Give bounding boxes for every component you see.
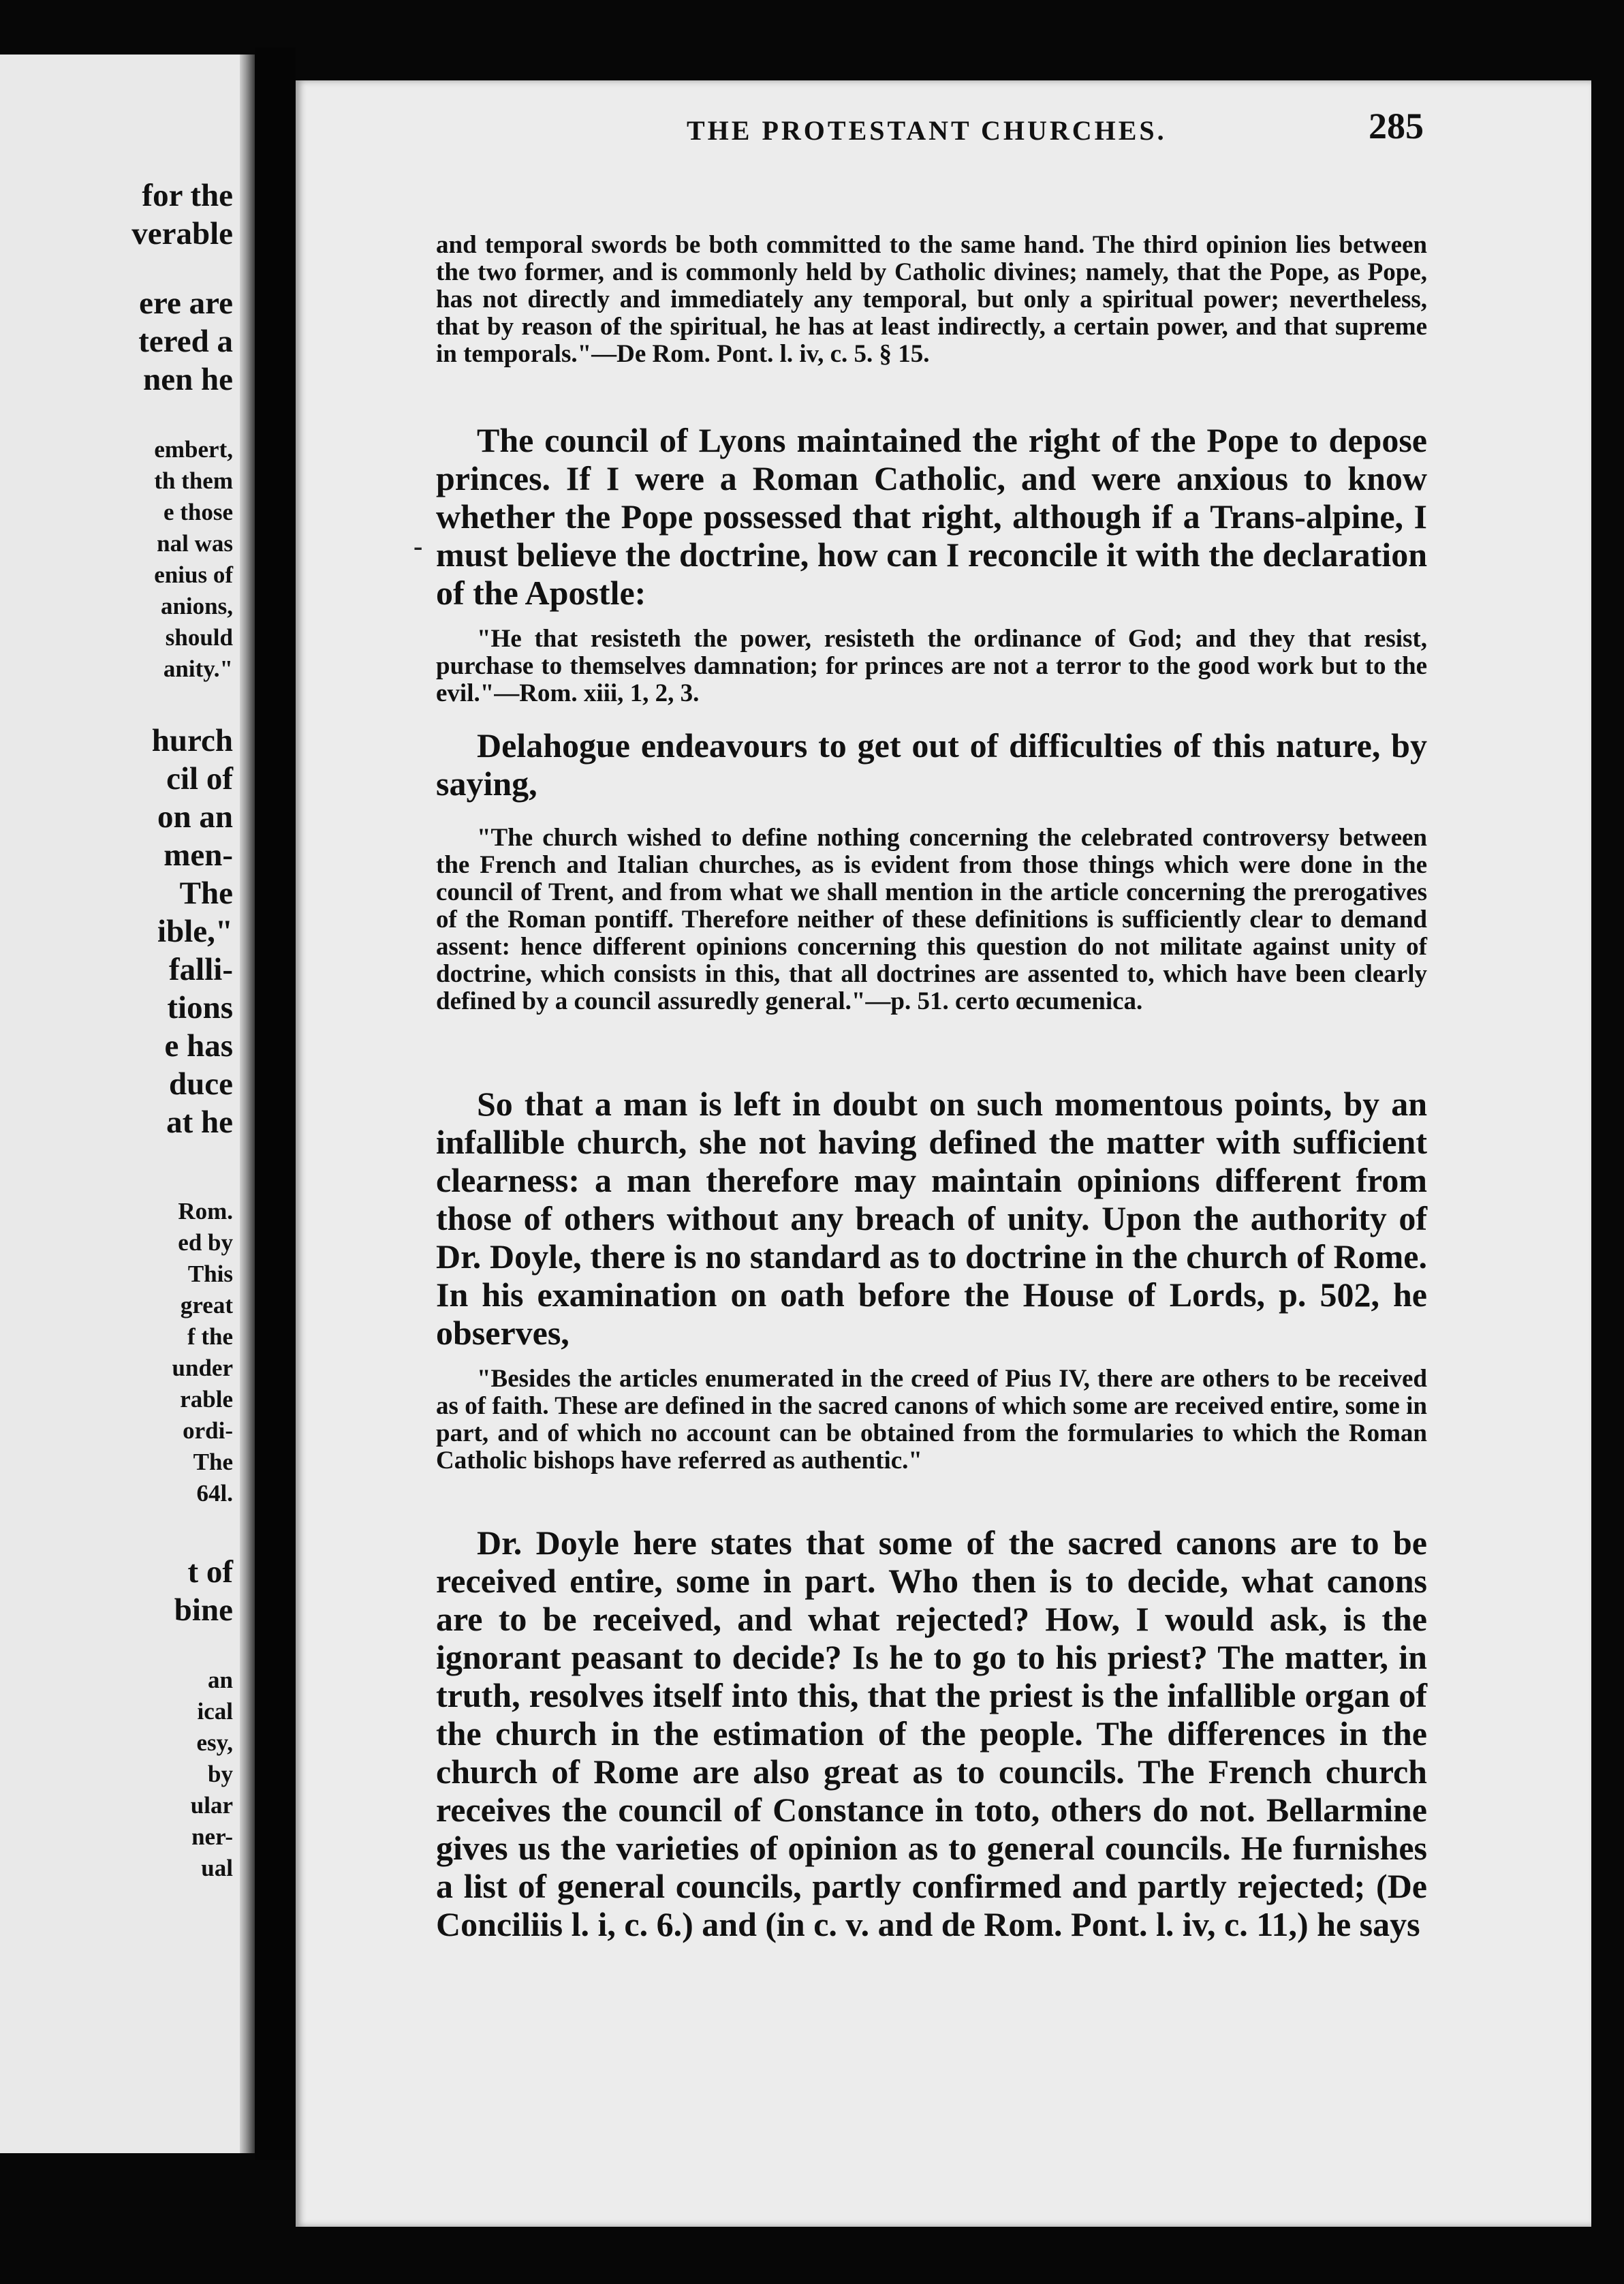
left-page-line: esy,	[196, 1729, 233, 1756]
left-page-line: for the	[142, 178, 233, 213]
left-page-line: anions,	[160, 593, 233, 619]
body-paragraph: Delahogue endeavours to get out of difficulties of this nature, by saying,	[436, 726, 1427, 803]
left-page-line: by	[208, 1761, 233, 1787]
left-page-line: tions	[167, 990, 233, 1025]
body-paragraph: So that a man is left in doubt on such momentous points, by an infallible church, she not having defined the matter with sufficient clearness: a man therefore may maintain opinions different from those of others without any breach of unity. Upon the authority of Dr. Doyle, there is no standard as to doctrine in the church of Rome. In his examination on oath before the House of Lords, p. 502, he observes,	[436, 1085, 1427, 1352]
left-page-line: nen he	[143, 362, 233, 397]
left-page-line: ordi-	[183, 1417, 233, 1444]
left-page-line: f the	[187, 1323, 233, 1350]
left-page-line: falli-	[169, 952, 233, 987]
left-page-line: 64l.	[196, 1480, 233, 1507]
footnote-text: and temporal swords be both committed to the same hand. The third opinion lies between the two former, and is commonly held by Catholic divines; namely, that the Pope, as Pope, has not directly and immediately any temporal, but only a spiritual power; nevertheless, that by reason of the spiritual, he has at least indirectly, a certain power, and that supreme in temporals."—De Rom. Pont. l. iv, c. 5. § 15.	[436, 231, 1427, 368]
margin-dash-mark: -	[413, 531, 423, 561]
left-page-fragment	[0, 55, 240, 2153]
left-page-line: under	[172, 1355, 233, 1381]
quote-doyle	[436, 1365, 1427, 1475]
left-page-line: The	[193, 1449, 233, 1475]
left-page-line: ular	[190, 1792, 233, 1819]
left-page-line: This	[187, 1261, 233, 1287]
left-page-line: The	[179, 876, 233, 911]
left-page-line: duce	[169, 1066, 233, 1102]
left-page-line: at he	[166, 1105, 233, 1140]
left-page-line: men-	[163, 837, 233, 873]
quote-romans	[436, 626, 1427, 707]
body-paragraph: Dr. Doyle here states that some of the sacred canons are to be received entire, some in part. Who then is to decide, what canons are to be received, and what rejected? How, I would ask, is the ignorant peasant to decide? Is he to go to his priest? The matter, in truth, resolves itself into this, that the priest is the infallible organ of the church in the estimation of the people. The differences in the church of Rome are also great as to councils. The French church receives the council of Constance in toto, others do not. Bellarmine gives us the varieties of opinion as to general councils. He furnishes a list of general councils, partly confirmed and partly rejected; (De Conciliis l. i, c. 6.) and (in c. v. and de Rom. Pont. l. iv, c. 11,) he says	[436, 1524, 1427, 1943]
paragraph-canons	[436, 1524, 1427, 1943]
page-number: 285	[1369, 106, 1424, 146]
left-page-line: th them	[154, 467, 233, 494]
left-page-line: hurch	[151, 723, 233, 758]
left-page-line: tered a	[138, 324, 233, 359]
quote-delahogue	[436, 824, 1427, 1015]
left-page-line: e those	[163, 499, 233, 525]
left-page-line: t of	[187, 1554, 233, 1590]
left-page-line: ical	[197, 1698, 233, 1725]
left-page-line: on an	[157, 799, 233, 835]
paragraph-doyle	[436, 1085, 1427, 1352]
left-page-line: Rom.	[178, 1198, 233, 1224]
running-head: THE PROTESTANT CHURCHES.	[687, 115, 1167, 146]
footnote-continuation	[436, 232, 1427, 368]
left-page-line: ed by	[178, 1229, 233, 1256]
book-spine-shadow	[255, 48, 296, 2160]
left-page-line: ual	[201, 1855, 233, 1881]
left-page-line: great	[180, 1292, 233, 1318]
block-quote: "The church wished to define nothing concerning the celebrated controversy between the French and Italian churches, as is evident from those things which were done in the council of Trent, and from what we shall mention in the article concerning the prerogatives of the Roman pontiff. Therefore neither of these definitions is sufficiently clear to demand assent: hence different opinions concerning this question do not militate against unity of doctrine, which consists in this, that all doctrines are assented to, which have been clearly defined by a council assuredly general."—p. 51. certo œcumenica.	[436, 824, 1427, 1015]
left-page-line: embert,	[154, 436, 233, 463]
block-quote: "Besides the articles enumerated in the creed of Pius IV, there are others to be received as of faith. These are defined in the sacred canons of which some are received entire, some in part, and of which no account can be obtained from the formularies to which the Roman Catholic bishops have referred as authentic."	[436, 1365, 1427, 1475]
left-page-line: nal was	[157, 530, 233, 557]
left-page-line: bine	[174, 1592, 233, 1628]
left-page-line: cil of	[166, 761, 233, 797]
left-page-line: ere are	[139, 286, 233, 321]
book-gutter	[240, 55, 255, 2153]
left-page-line: anity."	[163, 655, 233, 682]
left-page-line: rable	[180, 1386, 233, 1413]
block-quote: "He that resisteth the power, resisteth the ordinance of God; and they that resist, purchase to themselves damnation; for princes are not a terror to the good work but to the evil."—Rom. xiii, 1, 2, 3.	[436, 625, 1427, 707]
left-page-line: e has	[164, 1028, 233, 1064]
left-page-line: should	[165, 624, 233, 651]
left-page-line: enius of	[154, 561, 233, 588]
paragraph-lyons	[436, 421, 1427, 612]
left-page-line: an	[208, 1667, 233, 1693]
body-paragraph: The council of Lyons maintained the right of the Pope to depose princes. If I were a Roman Catholic, and were anxious to know whether the Pope possessed that right, although if a Trans-alpine, I must believe the doctrine, how can I reconcile it with the declaration of the Apostle:	[436, 421, 1427, 612]
left-page-line: verable	[131, 216, 233, 251]
paragraph-delahogue	[436, 726, 1427, 803]
page-header	[388, 102, 1424, 157]
left-page-line: ible,"	[157, 914, 233, 949]
left-page-line: ner-	[191, 1823, 233, 1850]
